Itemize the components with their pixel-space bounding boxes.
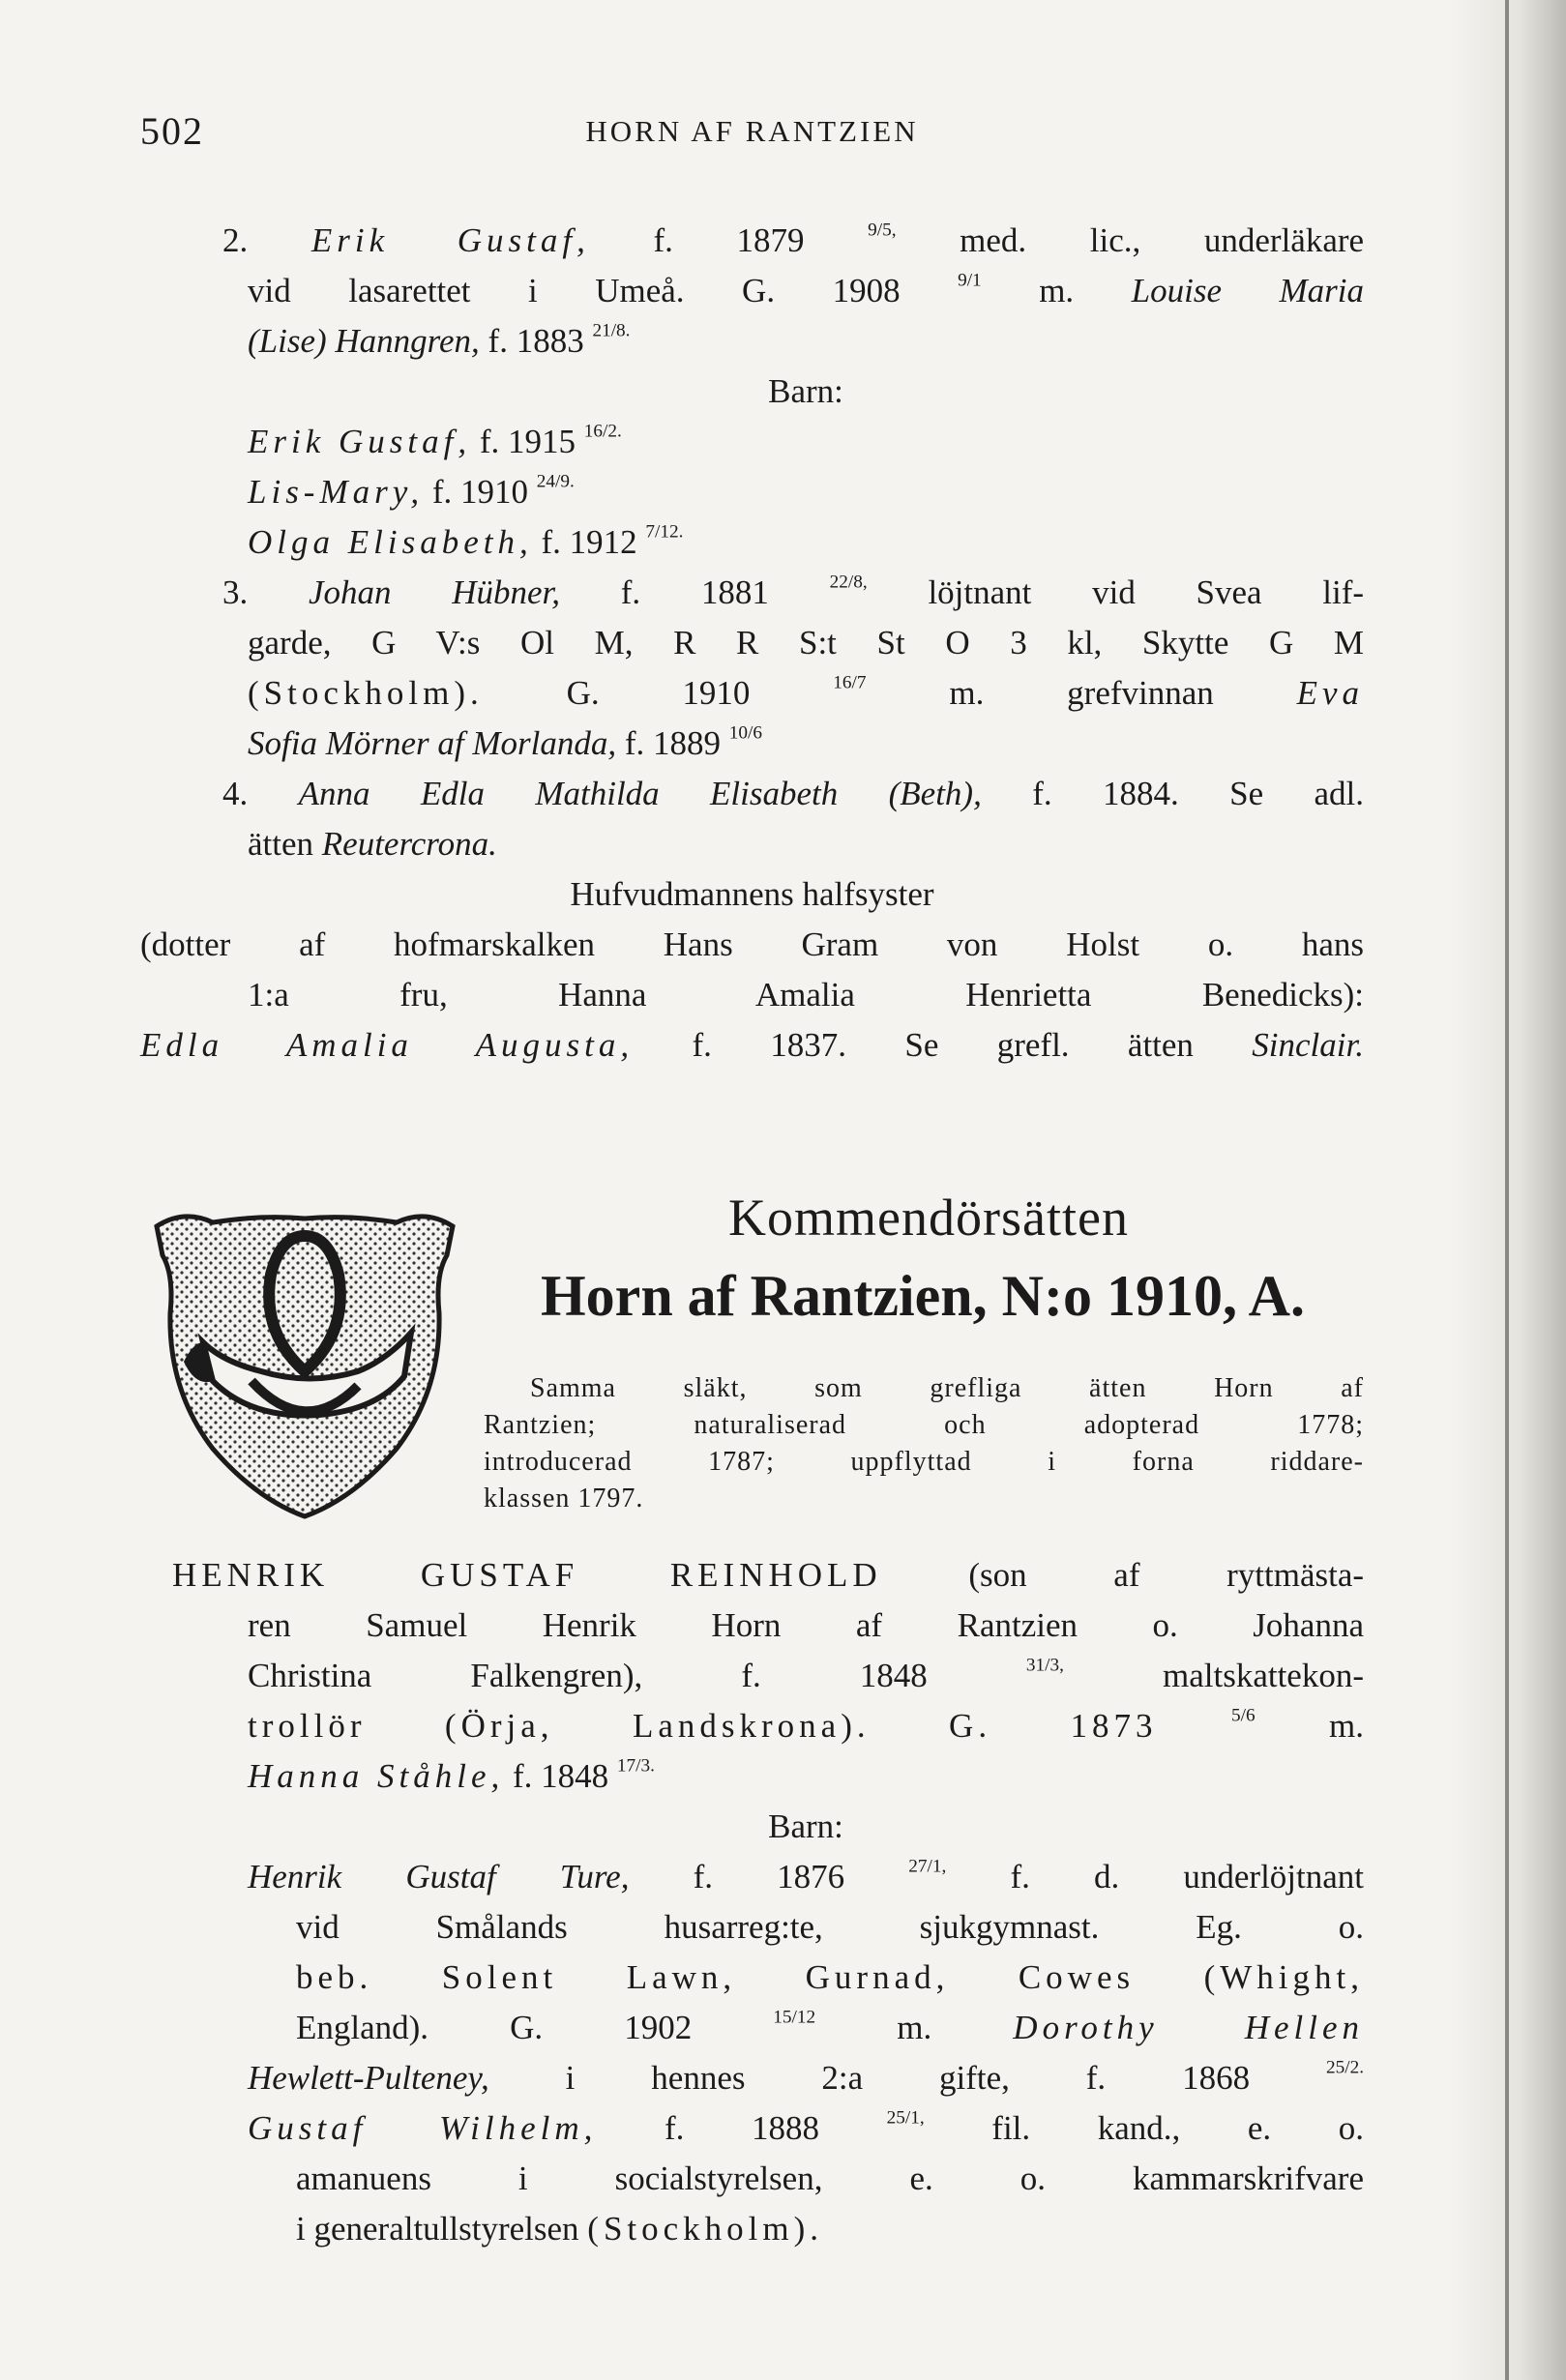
page-number: 502	[140, 109, 204, 153]
entry-ture-line5: Hewlett-Pulteney, i hennes 2:a gifte, f. 1868 $^{25/2.}$	[248, 2057, 1365, 2097]
entry-erik-line2: vid lasarettet i Umeå. G. 1908 $^{9/1}$ m. Louise Maria	[248, 270, 1365, 309]
children-heading-2: Barn:	[768, 1807, 843, 1845]
entry-anna-line2: ätten Reutercrona.	[248, 825, 497, 863]
family-note-line4: klassen 1797.	[484, 1484, 644, 1513]
entry-johan-line1: 3. Johan Hübner, f. 1881 $^{22/8,}$ löjtnant vid Svea lif-	[222, 572, 1365, 611]
entry-ture-line2: vid Smålands husarreg:te, sjukgymnast. Eg. o.	[296, 1908, 1364, 1946]
entry-henrik-line2: ren Samuel Henrik Horn af Rantzien o. Johanna	[248, 1606, 1364, 1644]
entry-wilhelm-line2: amanuens i socialstyrelsen, e. o. kammarskrifvare	[296, 2160, 1364, 2197]
family-note-line3: introducerad 1787; uppflyttad i forna riddare-	[484, 1447, 1364, 1477]
halfsister-line2: 1:a fru, Hanna Amalia Henrietta Benedicks):	[248, 976, 1364, 1014]
entry-henrik-line3: Christina Falkengren), f. 1848 $^{31/3,}$ maltskattekon-	[248, 1655, 1365, 1694]
children-heading-1: Barn:	[768, 372, 843, 410]
entry-henrik-line4: trollör (Örja, Landskrona). G. 1873 $^{5/6}$ m.	[248, 1705, 1365, 1745]
section-subtitle: Horn af Rantzien, N:o 1910, A.	[541, 1264, 1305, 1328]
entry-wilhelm-line3: i generaltullstyrelsen (Stockholm).	[296, 2210, 824, 2248]
child-lis-mary: Lis-Mary, f. 1910 $^{24/9.}$	[248, 471, 575, 511]
page-edge-line	[1505, 0, 1509, 2380]
page-header	[140, 108, 1364, 166]
entry-anna-line1: 4. Anna Edla Mathilda Elisabeth (Beth), f. 1884. Se adl.	[222, 775, 1365, 812]
entry-erik-line1: 2. Erik Gustaf, f. 1879 $^{9/5,}$ med. lic., underläkare	[222, 220, 1365, 259]
halfsister-line3: Edla Amalia Augusta, f. 1837. Se grefl. ätten Sinclair.	[140, 1026, 1364, 1064]
family-note-line1: Samma släkt, som grefliga ätten Horn af	[530, 1373, 1364, 1403]
child-erik: Erik Gustaf, f. 1915 $^{16/2.}$	[248, 421, 622, 460]
entry-johan-line4: Sofia Mörner af Morlanda, f. 1889 $^{10/6}$	[248, 722, 762, 762]
halfsister-heading: Hufvudmannens halfsyster	[570, 875, 934, 913]
entry-ture-line3: beb. Solent Lawn, Gurnad, Cowes (Whight,	[296, 1958, 1364, 1996]
entry-ture-line4: England). G. 1902 $^{15/12}$ m. Dorothy Hellen	[296, 2007, 1365, 2046]
child-olga: Olga Elisabeth, f. 1912 $^{7/12.}$	[248, 521, 684, 561]
entry-henrik-line1: HENRIK GUSTAF REINHOLD (son af ryttmästa-	[172, 1556, 1365, 1594]
halfsister-line1: (dotter af hofmarskalken Hans Gram von Holst o. hans	[140, 926, 1364, 963]
running-title: HORN AF RANTZIEN	[585, 114, 919, 148]
entry-erik-line3: (Lise) Hanngren, f. 1883 $^{21/8.}$	[248, 320, 631, 360]
entry-johan-line3: (Stockholm). G. 1910 $^{16/7}$ m. grefvinnan Eva	[248, 672, 1365, 712]
entry-wilhelm-line1: Gustaf Wilhelm, f. 1888 $^{25/1,}$ fil. kand., e. o.	[248, 2107, 1365, 2147]
family-note-line2: Rantzien; naturaliserad och adopterad 1778;	[484, 1410, 1364, 1440]
entry-ture-line1: Henrik Gustaf Ture, f. 1876 $^{27/1,}$ f. d. underlöjtnant	[248, 1856, 1365, 1895]
entry-henrik-line5: Hanna Ståhle, f. 1848 $^{17/3.}$	[248, 1755, 655, 1795]
coat-of-arms-image	[145, 1197, 464, 1526]
section-title: Kommendörsätten	[728, 1189, 1129, 1247]
entry-johan-line2: garde, G V:s Ol M, R R S:t St O 3 kl, Skytte G M	[248, 624, 1364, 661]
